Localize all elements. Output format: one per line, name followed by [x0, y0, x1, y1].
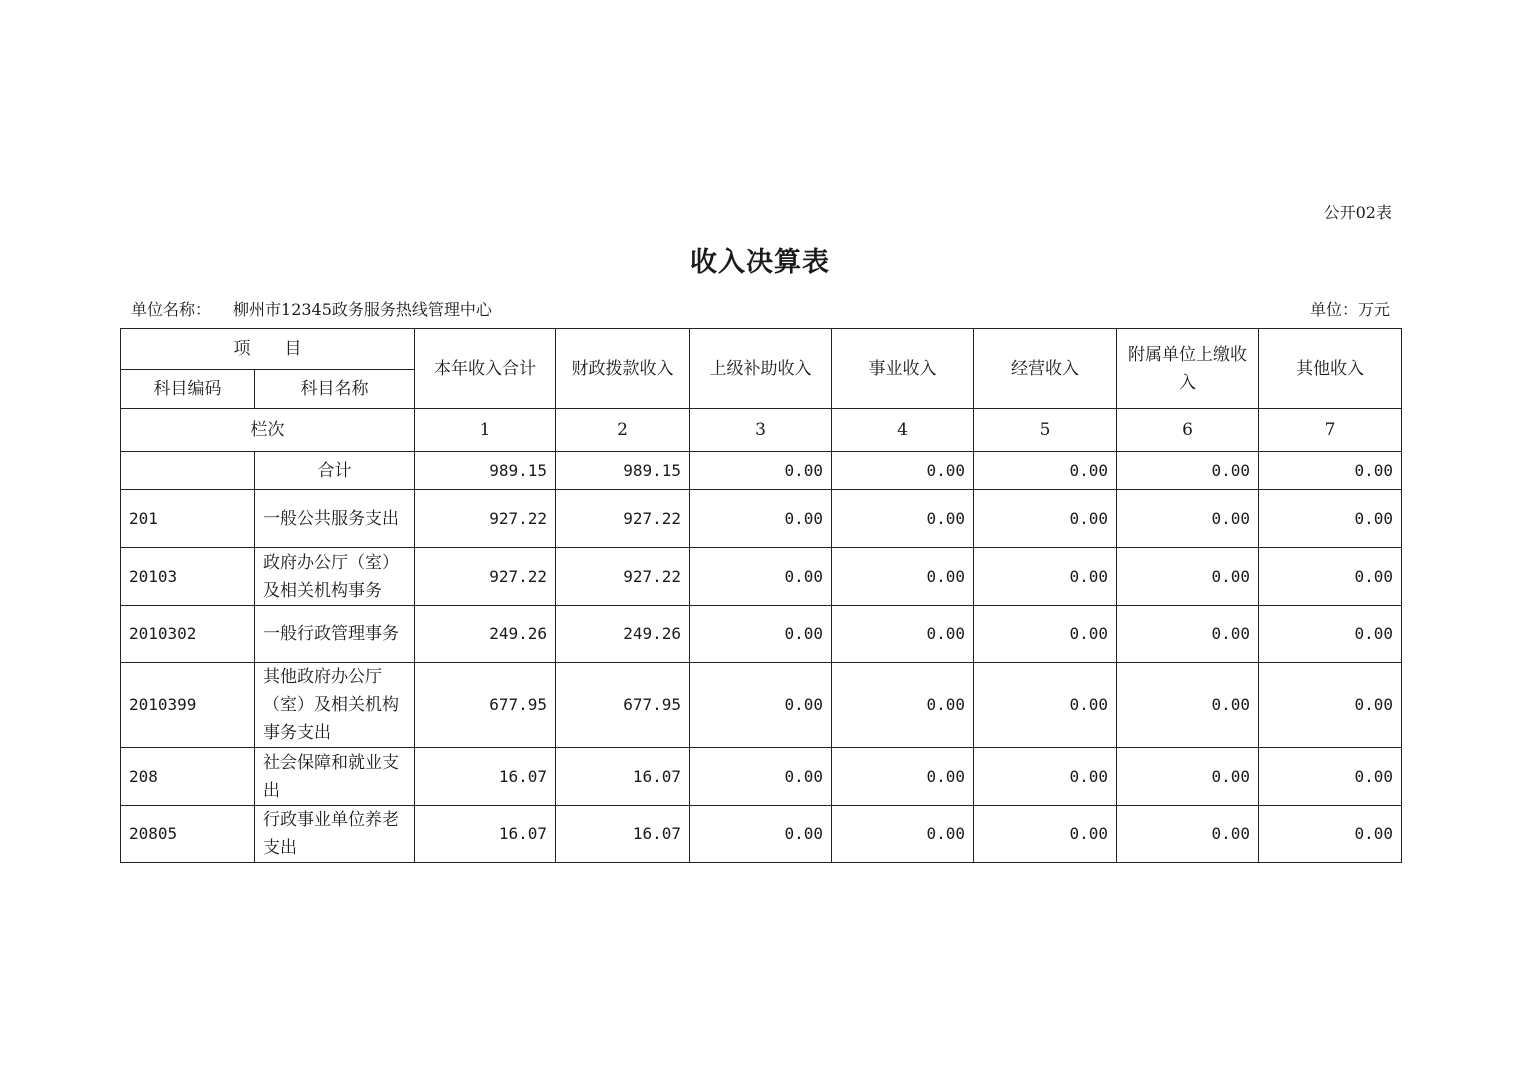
table-row — [121, 606, 1402, 663]
amount-cell: 16.07 — [415, 806, 556, 863]
page-title: 收入决算表 — [690, 247, 830, 278]
total-row — [121, 452, 1402, 490]
col-header-business: 事业收入 — [832, 329, 974, 409]
amount-cell: 0.00 — [832, 806, 974, 863]
unit-name-line — [131, 297, 492, 320]
amount-cell: 249.26 — [556, 606, 690, 663]
amount-cell: 0.00 — [974, 748, 1117, 806]
index-cell: 5 — [974, 409, 1117, 452]
total-value: 989.15 — [415, 452, 556, 490]
amount-cell: 0.00 — [1117, 548, 1259, 606]
total-value: 0.00 — [832, 452, 974, 490]
amount-cell: 0.00 — [690, 548, 832, 606]
amount-cell: 0.00 — [832, 548, 974, 606]
amount-cell: 927.22 — [415, 548, 556, 606]
amount-cell: 927.22 — [415, 490, 556, 548]
amount-cell: 0.00 — [1117, 806, 1259, 863]
unit-name-value: 柳州市12345政务服务热线管理中心 — [233, 300, 492, 319]
amount-cell: 0.00 — [1117, 663, 1259, 748]
subject-name: 政府办公厅（室）及相关机构事务 — [255, 548, 415, 606]
amount-cell: 0.00 — [832, 490, 974, 548]
subject-name: 社会保障和就业支出 — [255, 748, 415, 806]
header-row-1 — [121, 329, 1402, 370]
index-cell: 1 — [415, 409, 556, 452]
amount-cell: 16.07 — [556, 806, 690, 863]
name-header: 科目名称 — [255, 370, 415, 409]
col-header-other: 其他收入 — [1259, 329, 1402, 409]
col-header-affiliate: 附属单位上缴收入 — [1117, 329, 1259, 409]
index-cell: 2 — [556, 409, 690, 452]
amount-cell: 0.00 — [1259, 490, 1402, 548]
subject-name: 其他政府办公厅（室）及相关机构事务支出 — [255, 663, 415, 748]
table-row — [121, 806, 1402, 863]
amount-cell: 0.00 — [974, 490, 1117, 548]
amount-cell: 0.00 — [974, 548, 1117, 606]
amount-cell: 0.00 — [974, 806, 1117, 863]
total-code-cell — [121, 452, 255, 490]
subject-code: 20805 — [121, 806, 255, 863]
amount-cell: 16.07 — [415, 748, 556, 806]
total-value: 0.00 — [974, 452, 1117, 490]
unit-name-label: 单位名称： — [131, 300, 212, 319]
subject-code: 20103 — [121, 548, 255, 606]
income-table — [120, 328, 1402, 863]
amount-cell: 249.26 — [415, 606, 556, 663]
index-cell: 6 — [1117, 409, 1259, 452]
project-header: 项 目 — [121, 329, 415, 370]
amount-cell: 677.95 — [415, 663, 556, 748]
amount-cell: 0.00 — [690, 663, 832, 748]
amount-cell: 0.00 — [1117, 490, 1259, 548]
amount-cell: 0.00 — [690, 748, 832, 806]
amount-cell: 0.00 — [832, 663, 974, 748]
col-header-operating: 经营收入 — [974, 329, 1117, 409]
total-value: 0.00 — [1117, 452, 1259, 490]
index-cell: 4 — [832, 409, 974, 452]
code-header: 科目编码 — [121, 370, 255, 409]
amount-cell: 0.00 — [690, 606, 832, 663]
subject-name: 一般行政管理事务 — [255, 606, 415, 663]
amount-cell: 0.00 — [1117, 606, 1259, 663]
total-value: 0.00 — [690, 452, 832, 490]
form-number: 公开02表 — [1323, 203, 1392, 222]
subject-code: 2010302 — [121, 606, 255, 663]
subject-code: 2010399 — [121, 663, 255, 748]
amount-cell: 0.00 — [832, 606, 974, 663]
total-label: 合计 — [255, 452, 415, 490]
amount-cell: 0.00 — [832, 748, 974, 806]
amount-cell: 0.00 — [1259, 606, 1402, 663]
subject-name: 行政事业单位养老支出 — [255, 806, 415, 863]
amount-cell: 0.00 — [690, 806, 832, 863]
amount-cell: 0.00 — [974, 663, 1117, 748]
index-cell: 7 — [1259, 409, 1402, 452]
table-row — [121, 490, 1402, 548]
amount-cell: 0.00 — [1259, 663, 1402, 748]
subject-name: 一般公共服务支出 — [255, 490, 415, 548]
col-header-total: 本年收入合计 — [415, 329, 556, 409]
amount-cell: 0.00 — [1259, 806, 1402, 863]
total-value: 989.15 — [556, 452, 690, 490]
subject-code: 208 — [121, 748, 255, 806]
amount-cell: 0.00 — [1259, 748, 1402, 806]
col-header-subsidy: 上级补助收入 — [690, 329, 832, 409]
col-header-fiscal: 财政拨款收入 — [556, 329, 690, 409]
index-label: 栏次 — [121, 409, 415, 452]
amount-cell: 0.00 — [1117, 748, 1259, 806]
amount-cell: 0.00 — [690, 490, 832, 548]
index-cell: 3 — [690, 409, 832, 452]
amount-cell: 0.00 — [974, 606, 1117, 663]
amount-cell: 0.00 — [1259, 548, 1402, 606]
amount-cell: 677.95 — [556, 663, 690, 748]
table-row — [121, 663, 1402, 748]
total-value: 0.00 — [1259, 452, 1402, 490]
subject-code: 201 — [121, 490, 255, 548]
index-row — [121, 409, 1402, 452]
table-row — [121, 748, 1402, 806]
unit-measure: 单位：万元 — [1309, 300, 1390, 319]
table-row — [121, 548, 1402, 606]
amount-cell: 16.07 — [556, 748, 690, 806]
amount-cell: 927.22 — [556, 548, 690, 606]
amount-cell: 927.22 — [556, 490, 690, 548]
